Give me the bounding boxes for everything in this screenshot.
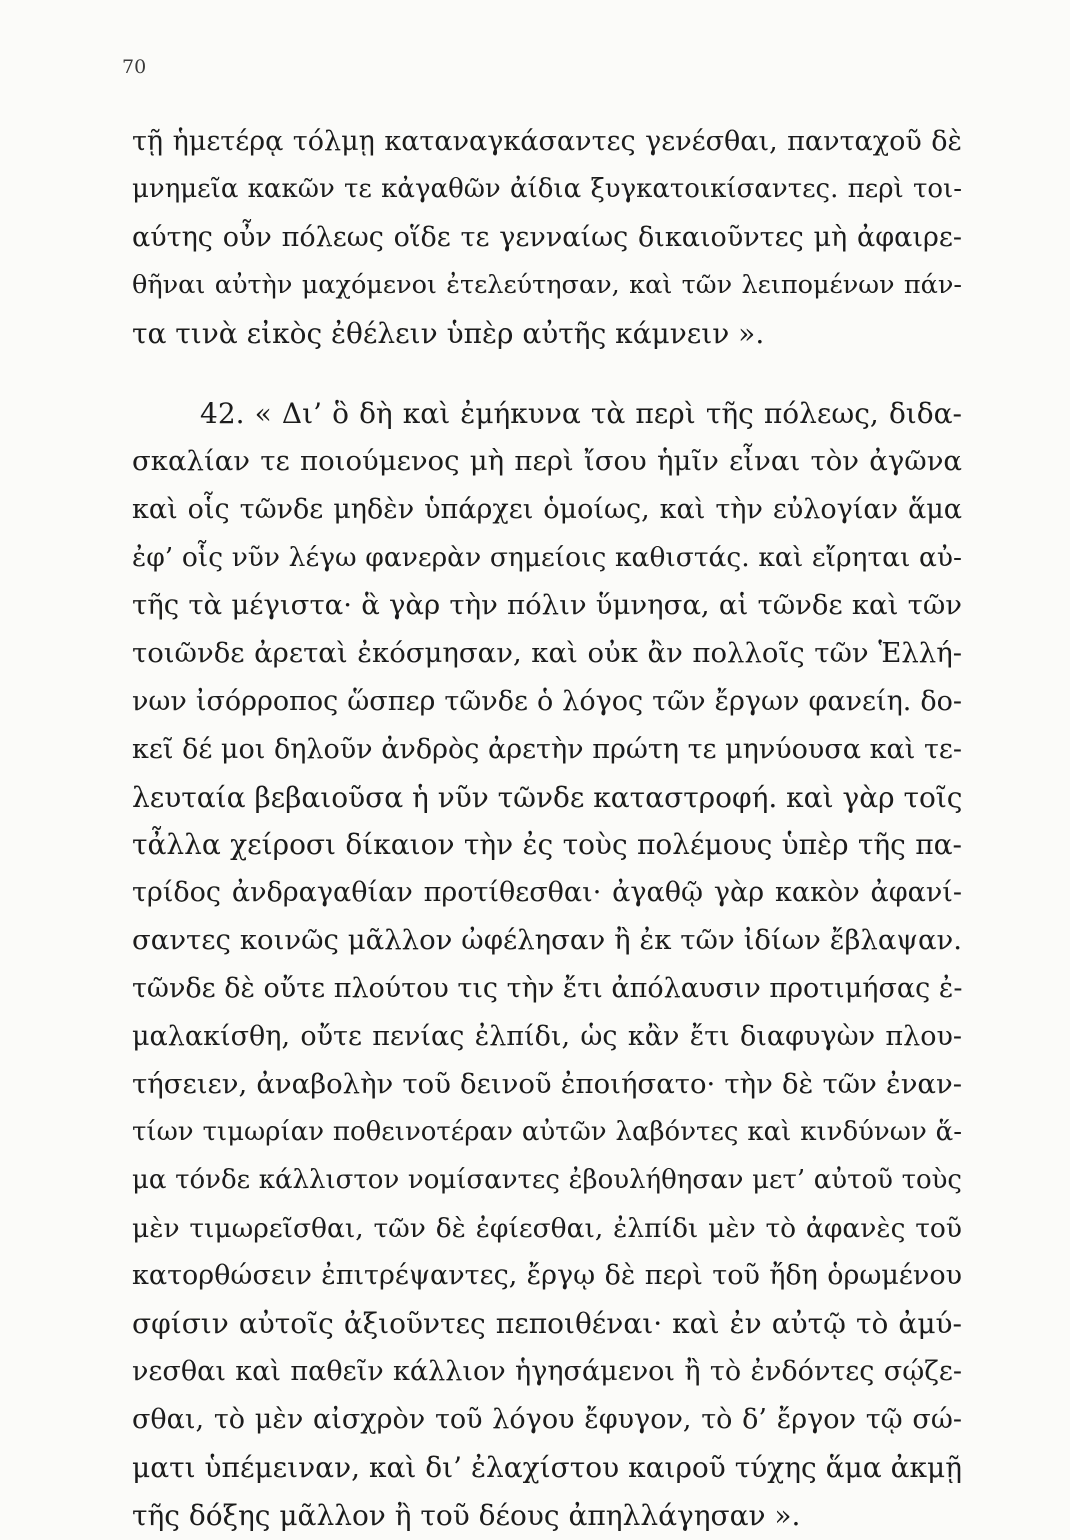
text-line: κεῖ δέ μοι δηλοῦν ἀνδρὸς ἀρετὴν πρώτη τε μηνύουσα καὶ τε- xyxy=(132,733,962,765)
text-line: τῇ ἡμετέρᾳ τόλμῃ καταναγκάσαντες γενέσθαι, πανταχοῦ δὲ xyxy=(132,126,962,157)
text-line: αύτης οὖν πόλεως οἵδε τε γενναίως δικαιοῦντες μὴ ἀφαιρε- xyxy=(132,221,962,253)
paragraph-1 xyxy=(132,118,962,357)
text-line: σαντες κοινῶς μᾶλλον ὠφέλησαν ἢ ἐκ τῶν ἰδίων ἔβλαψαν. xyxy=(132,924,962,957)
text-line: τήσειεν, ἀναβολὴν τοῦ δεινοῦ ἐποιήσατο· τὴν δὲ τῶν ἐναν- xyxy=(132,1067,962,1100)
text-body xyxy=(132,118,962,1540)
text-line: μὲν τιμωρεῖσθαι, τῶν δὲ ἐφίεσθαι, ἐλπίδι μὲν τὸ ἀφανὲς τοῦ xyxy=(132,1212,962,1244)
text-line: κατορθώσειν ἐπιτρέψαντες, ἔργῳ δὲ περὶ τοῦ ἤδη ὁρωμένου xyxy=(132,1260,962,1292)
text-line: θῆναι αὐτὴν μαχόμενοι ἐτελεύτησαν, καὶ τῶν λειπομένων πάν- xyxy=(132,269,962,300)
text-line: μνημεῖα κακῶν τε κἀγαθῶν ἀίδια ξυγκατοικίσαντες. περὶ τοι- xyxy=(132,173,962,204)
text-line: λευταία βεβαιοῦσα ἡ νῦν τῶνδε καταστροφή. καὶ γὰρ τοῖς xyxy=(132,780,963,814)
text-line: σθαι, τὸ μὲν αἰσχρὸν τοῦ λόγου ἔφυγον, τὸ δ’ ἔργον τῷ σώ- xyxy=(132,1404,962,1436)
page-number: 70 xyxy=(122,56,147,78)
text-line: τρίδος ἀνδραγαθίαν προτίθεσθαι· ἀγαθῷ γὰρ κακὸν ἀφανί- xyxy=(132,877,962,909)
text-line: σφίσιν αὐτοῖς ἀξιοῦντες πεποιθέναι· καὶ ἐν αὐτῷ τὸ ἀμύ- xyxy=(132,1307,962,1341)
text-line: τῆς τὰ μέγιστα· ἃ γὰρ τὴν πόλιν ὕμνησα, αἱ τῶνδε καὶ τῶν xyxy=(132,589,962,622)
text-line: καὶ οἷς τῶνδε μηδὲν ὑπάρχει ὁμοίως, καὶ τὴν εὐλογίαν ἅμα xyxy=(132,494,962,526)
text-line: σκαλίαν τε ποιούμενος μὴ περὶ ἴσου ἡμῖν εἶναι τὸν ἀγῶνα xyxy=(132,445,962,478)
text-line: τἆλλα χείροσι δίκαιον τὴν ἐς τοὺς πολέμους ὑπὲρ τῆς πα- xyxy=(132,828,962,862)
text-line: νων ἰσόρροπος ὥσπερ τῶνδε ὁ λόγος τῶν ἔργων φανείη. δο- xyxy=(132,685,962,717)
text-line: 42. « Δι’ ὃ δὴ καὶ ἐμήκυνα τὰ περὶ τῆς πόλεως, διδα- xyxy=(200,397,962,431)
text-line: νεσθαι καὶ παθεῖν κάλλιον ἡγησάμενοι ἢ τὸ ἐνδόντες σῴζε- xyxy=(132,1356,962,1388)
text-line: ματι ὑπέμειναν, καὶ δι’ ἐλαχίστου καιροῦ τύχης ἅμα ἀκμῇ xyxy=(132,1451,962,1485)
text-line: τα τινὰ εἰκὸς ἐθέλειν ὑπὲρ αὐτῆς κάμνειν ». xyxy=(132,316,765,350)
text-line: ἐφ’ οἷς νῦν λέγω φανερὰν σημείοις καθιστάς. καὶ εἴρηται αὐ- xyxy=(132,542,962,574)
text-line: τοιῶνδε ἀρεταὶ ἐκόσμησαν, καὶ οὐκ ἂν πολλοῖς τῶν Ἑλλή- xyxy=(132,636,962,669)
text-line: τῶνδε δὲ οὔτε πλούτου τις τὴν ἔτι ἀπόλαυσιν προτιμήσας ἐ- xyxy=(132,973,963,1005)
text-line: τίων τιμωρίαν ποθεινοτέραν αὐτῶν λαβόντες καὶ κινδύνων ἅ- xyxy=(132,1116,962,1147)
paragraph-2 xyxy=(132,390,962,1539)
text-line: μα τόνδε κάλλιστον νομίσαντες ἐβουλήθησαν μετ’ αὐτοῦ τοὺς xyxy=(132,1164,962,1195)
text-line: τῆς δόξης μᾶλλον ἢ τοῦ δέους ἀπηλλάγησαν ». xyxy=(132,1498,801,1532)
text-line: μαλακίσθη, οὔτε πενίας ἐλπίδι, ὡς κἂν ἔτι διαφυγὼν πλου- xyxy=(132,1021,962,1053)
paragraph-gap xyxy=(132,357,962,390)
